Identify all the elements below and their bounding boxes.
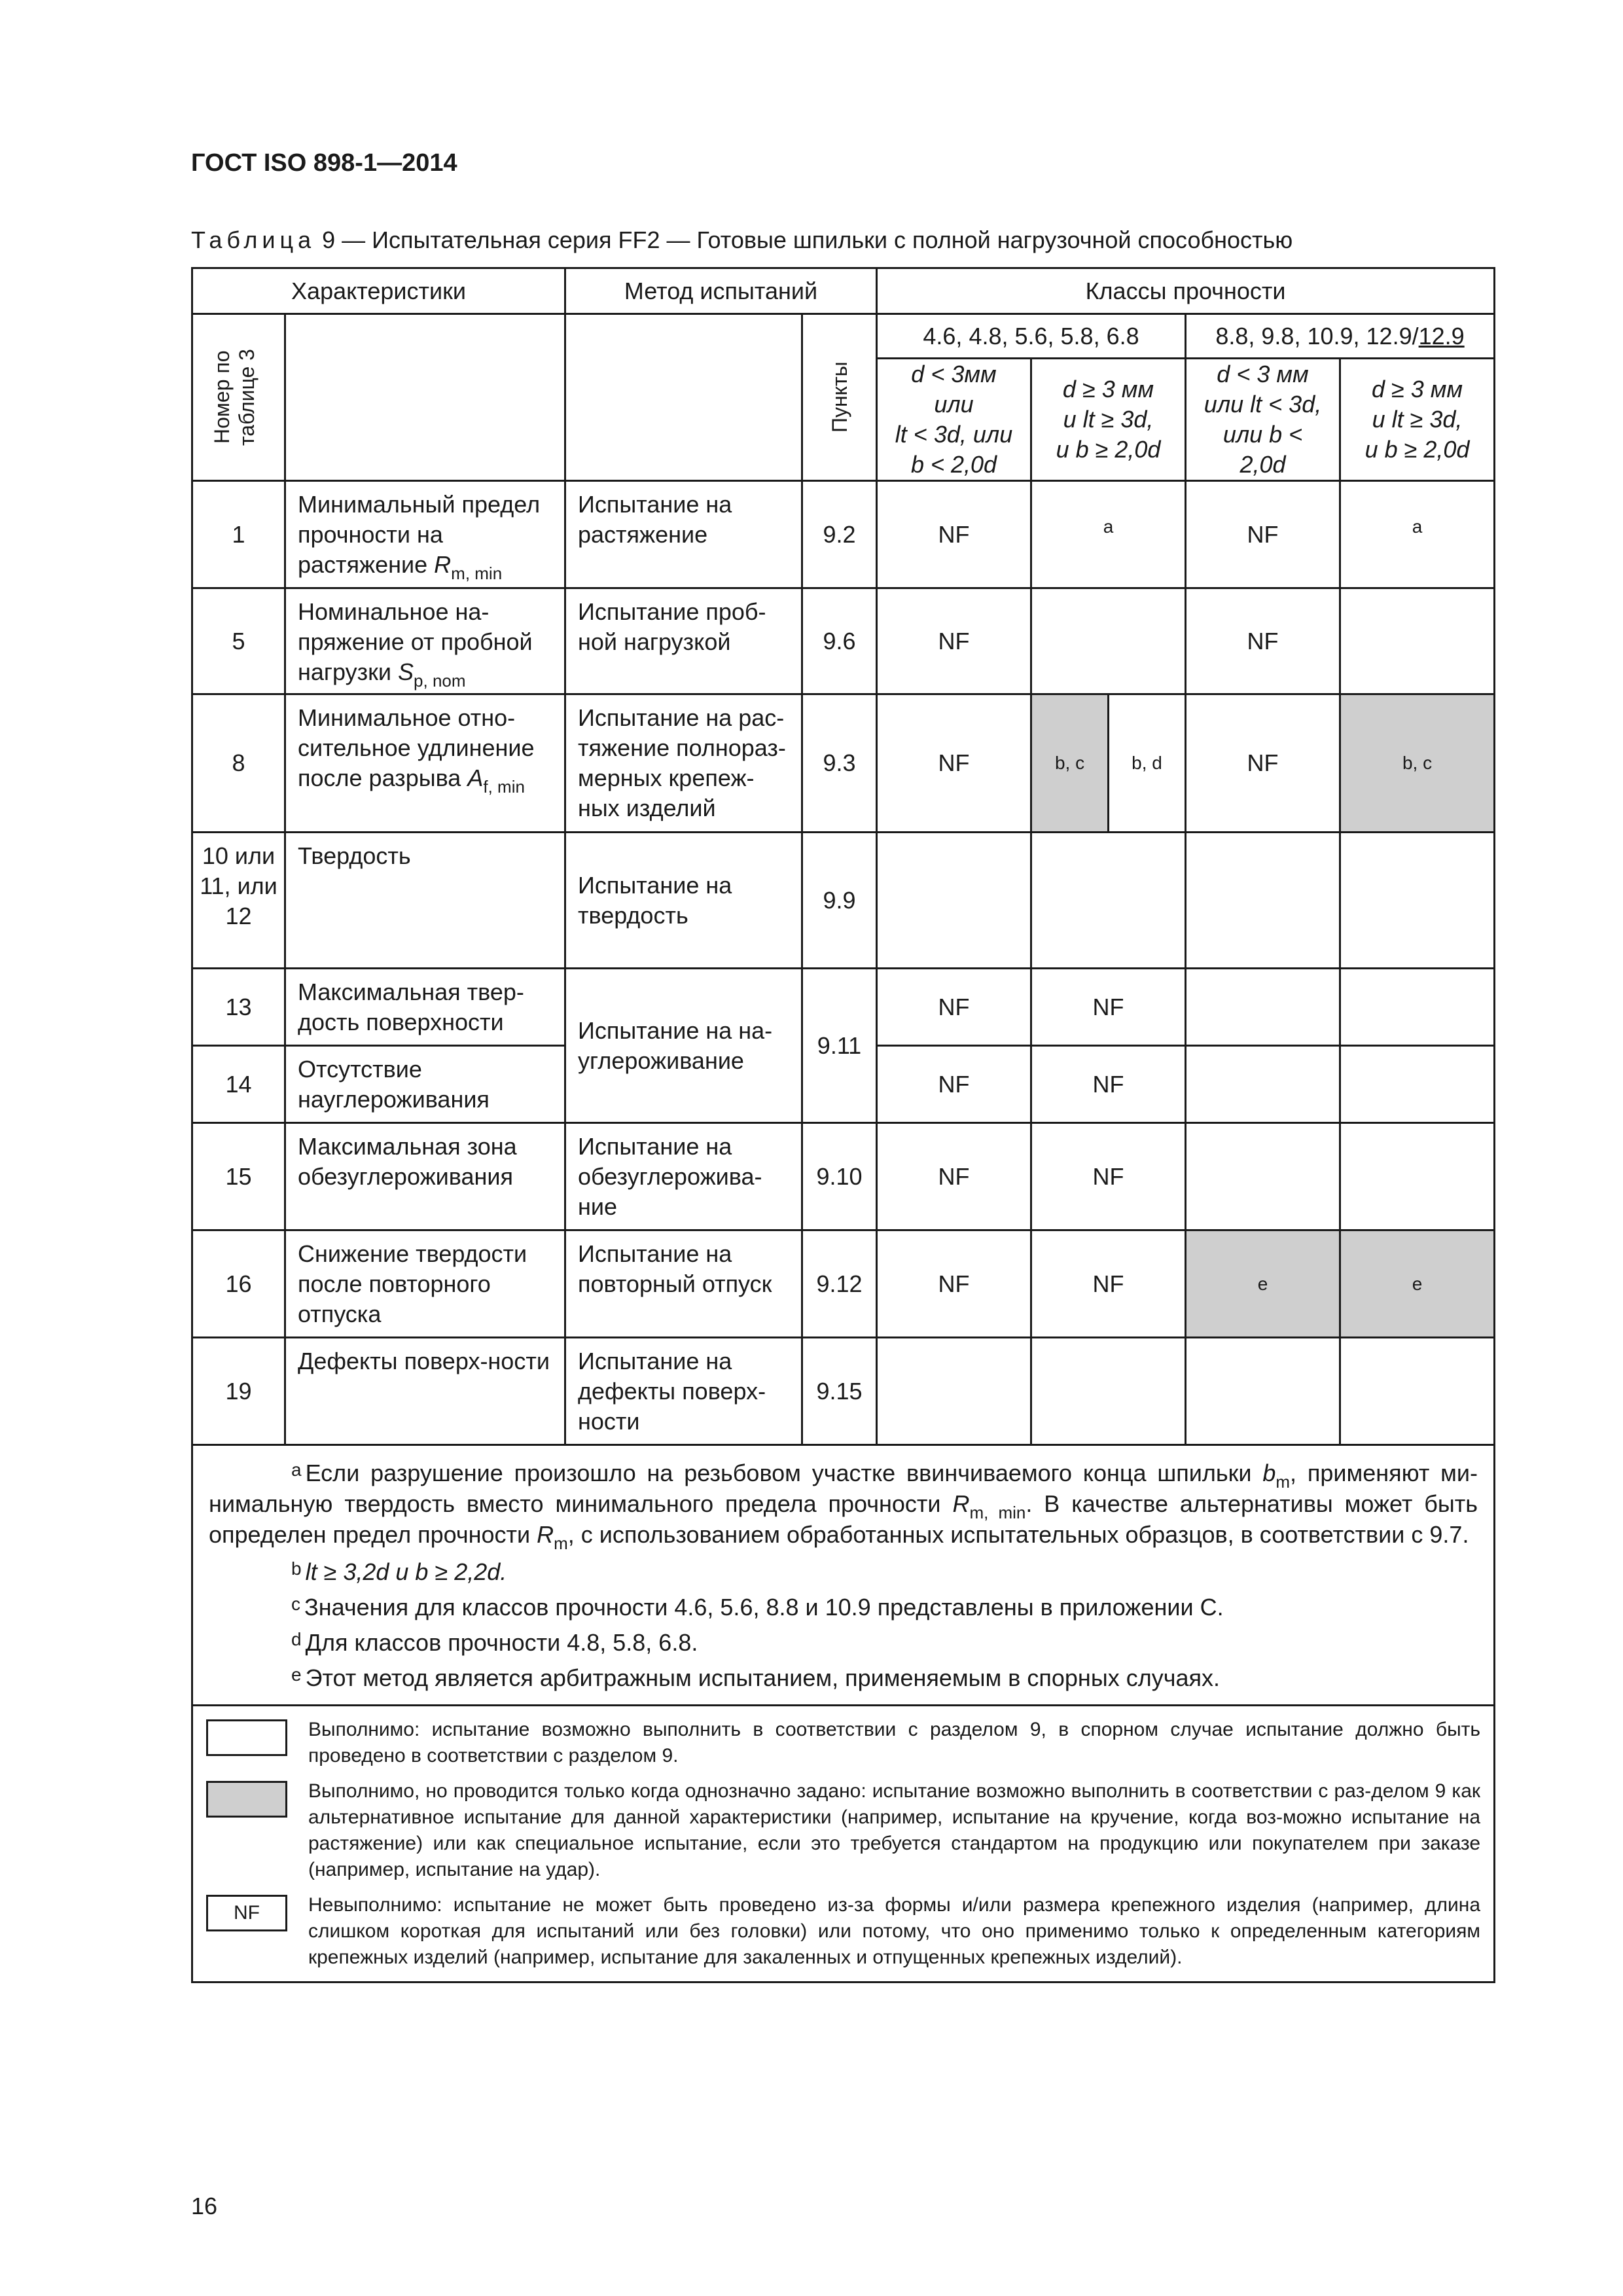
condition-4-line-2: и lt ≥ 3d, bbox=[1372, 406, 1463, 433]
footnote-b bbox=[209, 1558, 1478, 1587]
footnote-a-text-1: Если разрушение произошло на резьбовом участке ввинчиваемого конца шпильки bbox=[305, 1460, 1263, 1486]
cell-class-2: NF bbox=[1031, 969, 1186, 1046]
characteristic-text: Минимальное отно-сительное удлинение после разрыва bbox=[298, 704, 535, 791]
characteristic bbox=[285, 694, 565, 833]
cell-class-3 bbox=[1186, 1338, 1340, 1445]
table-row bbox=[192, 969, 1495, 1046]
cell-class-2 bbox=[1031, 1338, 1186, 1445]
cell-class-1: NF bbox=[877, 969, 1031, 1046]
header-row-no bbox=[192, 314, 285, 481]
condition-1 bbox=[877, 359, 1031, 481]
row-number: 5 bbox=[192, 588, 285, 694]
cell-class-2 bbox=[1031, 588, 1186, 694]
cell-class-3: NF bbox=[1186, 694, 1340, 833]
footnote-a-text-4: , с использованием обработанных испытательных образцов, в соответствии с 9.7. bbox=[567, 1521, 1469, 1548]
cell-class-3: e bbox=[1186, 1230, 1340, 1338]
clause: 9.15 bbox=[802, 1338, 877, 1445]
characteristic-subscript: f, min bbox=[483, 777, 525, 797]
footnote-d-text: Для классов прочности 4.8, 5.8, 6.8. bbox=[305, 1629, 698, 1656]
condition-2-line-2: и lt ≥ 3d, bbox=[1063, 406, 1154, 433]
row-number: 13 bbox=[192, 969, 285, 1046]
legend-item-not-feasible bbox=[206, 1892, 1480, 1971]
legend-item-conditional bbox=[206, 1778, 1480, 1883]
clause: 9.11 bbox=[802, 969, 877, 1123]
test-method: Испытание на повторный отпуск bbox=[565, 1230, 802, 1338]
condition-2-line-3: и b ≥ 2,0d bbox=[1056, 436, 1161, 463]
cell-class-3 bbox=[1186, 1046, 1340, 1123]
characteristic-subscript: p, nom bbox=[414, 671, 466, 691]
characteristic-symbol: R bbox=[434, 551, 452, 578]
legend-text-feasible: Выполнимо: испытание возможно выполнить в соответствии с разделом 9, в спорном случае испытание должно быть проведено в соответствии с разделом 9. bbox=[308, 1719, 1481, 1767]
footnote-b-mark: b bbox=[291, 1558, 302, 1579]
cell-class-1: NF bbox=[877, 1230, 1031, 1338]
cell-class-4: a bbox=[1340, 481, 1495, 588]
header-group-1: 4.6, 4.8, 5.6, 5.8, 6.8 bbox=[877, 314, 1186, 359]
cell-class-3: NF bbox=[1186, 481, 1340, 588]
condition-3-line-1: d < 3 мм bbox=[1217, 361, 1309, 387]
footnote-c-text: Значения для классов прочности 4.6, 5.6, 8.8 и 10.9 представлены в приложении С. bbox=[304, 1594, 1224, 1621]
cell-class-4 bbox=[1340, 969, 1495, 1046]
header-classes: Классы прочности bbox=[877, 268, 1495, 314]
condition-3-line-2: или lt < 3d, bbox=[1204, 391, 1322, 418]
footnote-a-sym-2: R bbox=[952, 1490, 970, 1517]
table-row bbox=[192, 588, 1495, 694]
header-clauses-text: Пункты bbox=[827, 361, 851, 433]
row-number: 10 или 11, или 12 bbox=[192, 833, 285, 969]
caption-text: 9 — Испытательная серия FF2 — Готовые шпильки с полной нагрузочной способностью bbox=[315, 226, 1293, 253]
cell-class-1 bbox=[877, 833, 1031, 969]
cell-class-4: b, c bbox=[1340, 694, 1495, 833]
cell-class-2-shaded: b, c bbox=[1032, 695, 1109, 831]
caption-label: Таблица bbox=[191, 226, 316, 253]
table-caption bbox=[191, 226, 1293, 254]
cell-class-1: NF bbox=[877, 694, 1031, 833]
table-row bbox=[192, 1338, 1495, 1445]
clause: 9.12 bbox=[802, 1230, 877, 1338]
cell-class-4 bbox=[1340, 588, 1495, 694]
cell-class-3 bbox=[1186, 1123, 1340, 1230]
footnote-a-text-3: . В качестве альтернативы может быть определен предел прочности bbox=[209, 1490, 1478, 1548]
characteristic: Отсутствие науглероживания bbox=[285, 1046, 565, 1123]
characteristic-symbol: A bbox=[467, 764, 484, 791]
header-method: Метод испытаний bbox=[565, 268, 877, 314]
test-series-table bbox=[191, 267, 1495, 1983]
test-method: Испытание на твердость bbox=[565, 833, 802, 969]
legend-swatch-gray bbox=[206, 1781, 287, 1818]
characteristic-text: Номинальное на-пряжение от пробной нагрузки bbox=[298, 598, 533, 685]
legend-swatch-white bbox=[206, 1719, 287, 1756]
legend-swatch-nf: NF bbox=[206, 1895, 287, 1931]
cell-class-4 bbox=[1340, 1046, 1495, 1123]
clause: 9.10 bbox=[802, 1123, 877, 1230]
footnote-a-sub-2: m, min bbox=[969, 1503, 1026, 1522]
characteristic: Снижение твердости после повторного отпуска bbox=[285, 1230, 565, 1338]
row-number: 14 bbox=[192, 1046, 285, 1123]
header-row-1 bbox=[192, 268, 1495, 314]
document-header: ГОСТ ISO 898-1—2014 bbox=[191, 149, 457, 177]
condition-1-line-1: d < 3мм или bbox=[911, 361, 997, 418]
legend-text-not-feasible: Невыполнимо: испытание не может быть проведено из-за формы и/или размера крепежного изделия (например, длина слишком короткая для испытаний или без головки) или потому, что оно применимо только к определенным категориям крепежных изделий (например, испытание для закаленных и отпущенных крепежных изделий). bbox=[308, 1894, 1481, 1968]
legend-row bbox=[192, 1706, 1495, 1982]
header-blank-method bbox=[565, 314, 802, 481]
cell-class-4 bbox=[1340, 833, 1495, 969]
table-row bbox=[192, 1123, 1495, 1230]
footnote-c bbox=[209, 1593, 1478, 1622]
cell-class-2 bbox=[1031, 694, 1186, 833]
test-method: Испытание на дефекты поверх-ности bbox=[565, 1338, 802, 1445]
cell-class-2: NF bbox=[1031, 1123, 1186, 1230]
footnote-d-mark: d bbox=[291, 1629, 302, 1649]
characteristic: Максимальная твер-дость поверхности bbox=[285, 969, 565, 1046]
cell-class-3 bbox=[1186, 969, 1340, 1046]
characteristic-text: Минимальный предел прочности на растяжение bbox=[298, 491, 541, 578]
cell-class-3 bbox=[1186, 833, 1340, 969]
header-blank-char bbox=[285, 314, 565, 481]
legend-item-feasible bbox=[206, 1717, 1480, 1769]
test-method: Испытание на обезуглерожива-ние bbox=[565, 1123, 802, 1230]
cell-class-2: NF bbox=[1031, 1046, 1186, 1123]
footnote-a-text-2: , применяют ми-нимальную твердость вместо минимального предела прочности bbox=[209, 1460, 1478, 1517]
footnote-a-mark: a bbox=[291, 1460, 302, 1480]
cell-class-1: NF bbox=[877, 1123, 1031, 1230]
condition-1-line-2: lt < 3d, или bbox=[895, 421, 1013, 448]
footnote-a-sym-3: R bbox=[537, 1521, 554, 1548]
condition-4-line-1: d ≥ 3 мм bbox=[1371, 376, 1463, 403]
header-clauses bbox=[802, 314, 877, 481]
clause: 9.2 bbox=[802, 481, 877, 588]
page-number: 16 bbox=[191, 2193, 218, 2219]
legend-text-conditional: Выполнимо, но проводится только когда однозначно задано: испытание возможно выполнить в соответствии с раз-делом 9 как альтернативное испытание для данной характеристики (например, испытание на кручение, когда воз-можно испытание на растяжение) или как специальное испытание, если это требуется стандартом на продукцию или покупателем при заказе (например, испытание на удар). bbox=[308, 1780, 1481, 1880]
footnotes-row bbox=[192, 1445, 1495, 1706]
characteristic: Дефекты поверх-ности bbox=[285, 1338, 565, 1445]
clause: 9.6 bbox=[802, 588, 877, 694]
cell-class-2: NF bbox=[1031, 1230, 1186, 1338]
footnotes bbox=[192, 1445, 1495, 1706]
test-method: Испытание на на-углероживание bbox=[565, 969, 802, 1123]
footnote-a-sub-3: m bbox=[554, 1534, 568, 1553]
condition-2 bbox=[1031, 359, 1186, 481]
cell-class-3: NF bbox=[1186, 588, 1340, 694]
cell-class-2: a bbox=[1031, 481, 1186, 588]
row-number: 8 bbox=[192, 694, 285, 833]
characteristic-subscript: m, min bbox=[451, 564, 503, 583]
condition-3 bbox=[1186, 359, 1340, 481]
header-group-2-prefix: 8.8, 9.8, 10.9, 12.9/ bbox=[1215, 322, 1419, 350]
condition-3-line-3: или b < 2,0d bbox=[1222, 421, 1303, 478]
characteristic bbox=[285, 481, 565, 588]
cell-class-4: e bbox=[1340, 1230, 1495, 1338]
cell-class-4 bbox=[1340, 1338, 1495, 1445]
condition-1-line-3: b < 2,0d bbox=[910, 451, 997, 478]
condition-2-line-1: d ≥ 3 мм bbox=[1062, 376, 1154, 403]
cell-class-4 bbox=[1340, 1123, 1495, 1230]
characteristic bbox=[285, 588, 565, 694]
footnote-b-text: lt ≥ 3,2d и b ≥ 2,2d. bbox=[305, 1558, 507, 1585]
cell-class-1 bbox=[877, 1338, 1031, 1445]
clause: 9.9 bbox=[802, 833, 877, 969]
table-row bbox=[192, 1230, 1495, 1338]
characteristic: Максимальная зона обезуглероживания bbox=[285, 1123, 565, 1230]
cell-class-2-split bbox=[1032, 695, 1185, 831]
characteristic: Твердость bbox=[285, 833, 565, 969]
footnote-e bbox=[209, 1664, 1478, 1693]
header-group-2-underline: 12.9 bbox=[1418, 322, 1465, 350]
row-number: 1 bbox=[192, 481, 285, 588]
cell-class-1: NF bbox=[877, 588, 1031, 694]
header-row-no-text: Номер по таблице 3 bbox=[209, 349, 259, 446]
test-method: Испытание на растяжение bbox=[565, 481, 802, 588]
clause: 9.3 bbox=[802, 694, 877, 833]
cell-class-2-plain: b, d bbox=[1132, 753, 1162, 773]
cell-class-1: NF bbox=[877, 1046, 1031, 1123]
cell-class-1: NF bbox=[877, 481, 1031, 588]
row-number: 19 bbox=[192, 1338, 285, 1445]
row-number: 16 bbox=[192, 1230, 285, 1338]
footnote-a-sub-1: m bbox=[1275, 1472, 1291, 1492]
footnote-e-text: Этот метод является арбитражным испытанием, применяемым в спорных случаях. bbox=[305, 1664, 1220, 1691]
header-group-2 bbox=[1186, 314, 1495, 359]
test-method: Испытание проб-ной нагрузкой bbox=[565, 588, 802, 694]
footnote-a-sym-1: b bbox=[1262, 1460, 1276, 1486]
footnote-e-mark: e bbox=[291, 1664, 302, 1685]
table-row bbox=[192, 833, 1495, 969]
legend bbox=[192, 1706, 1495, 1982]
condition-4-line-3: и b ≥ 2,0d bbox=[1364, 436, 1470, 463]
footnote-d bbox=[209, 1628, 1478, 1657]
row-number: 15 bbox=[192, 1123, 285, 1230]
header-row-2 bbox=[192, 314, 1495, 359]
characteristic-symbol: S bbox=[398, 658, 414, 685]
test-method: Испытание на рас-тяжение полнораз-мерных крепеж-ных изделий bbox=[565, 694, 802, 833]
table-row bbox=[192, 694, 1495, 833]
header-characteristics: Характеристики bbox=[192, 268, 565, 314]
cell-class-2 bbox=[1031, 833, 1186, 969]
footnote-a bbox=[209, 1459, 1478, 1551]
condition-4 bbox=[1340, 359, 1495, 481]
footnote-c-mark: c bbox=[291, 1594, 300, 1614]
table-row bbox=[192, 481, 1495, 588]
